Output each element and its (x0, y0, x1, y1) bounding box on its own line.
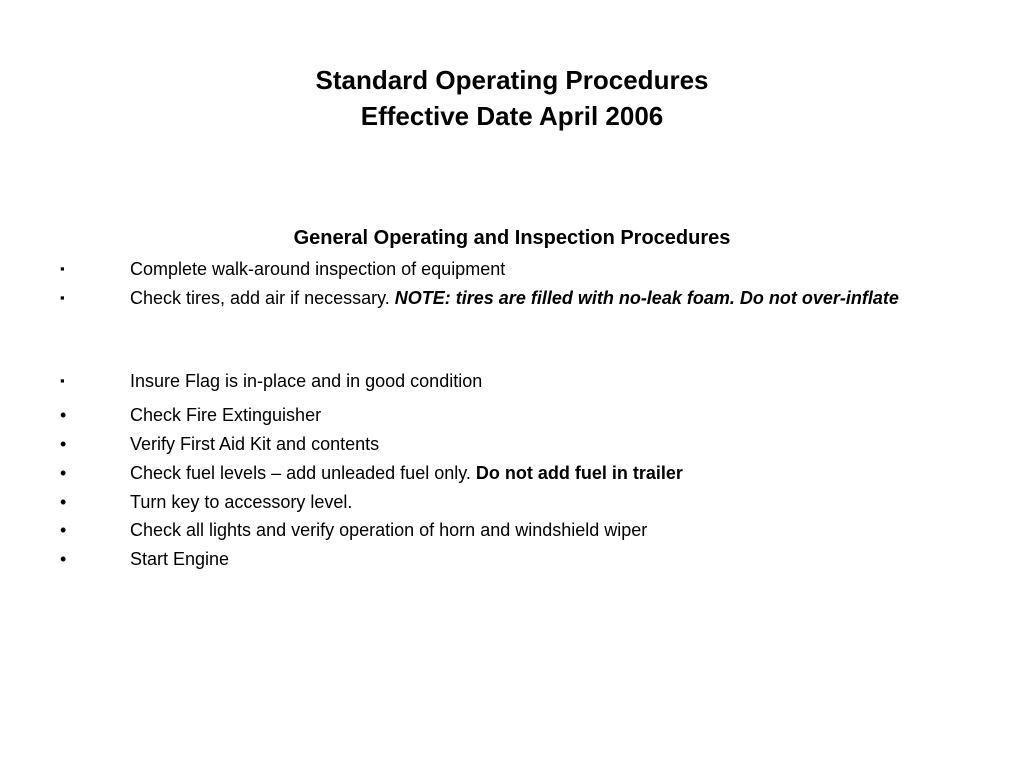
round-bullet-icon: • (60, 549, 67, 569)
round-bullet-icon: • (60, 492, 67, 512)
list-item-plain-text: Check tires, add air if necessary. (130, 288, 395, 308)
list-item-text: Insure Flag is in-place and in good condition (130, 371, 483, 391)
title-line-1: Standard Operating Procedures (315, 65, 709, 95)
fuel-warning: Do not add fuel in trailer (475, 463, 683, 483)
page-title (0, 62, 1024, 134)
round-bullet-icon: • (60, 405, 67, 425)
round-bullet-icon: • (60, 520, 67, 540)
tire-note: NOTE: tires are filled with no-leak foam. Do not over-inflate (394, 288, 899, 308)
list-item-text: Start Engine (130, 549, 230, 569)
list-item-text: Verify First Aid Kit and contents (130, 434, 380, 454)
title-line-2: Effective Date April 2006 (360, 101, 664, 131)
square-bullet-icon: ▪ (60, 373, 65, 388)
section-heading: General Operating and Inspection Procedures (293, 227, 731, 249)
square-bullet-icon: ▪ (60, 290, 65, 305)
round-bullet-icon: • (60, 463, 67, 483)
square-bullet-icon: ▪ (60, 261, 65, 276)
list-item-text (130, 286, 950, 310)
list-item-text: Check all lights and verify operation of horn and windshield wiper (130, 520, 648, 540)
list-item-text (130, 461, 950, 485)
round-bullet-icon: • (60, 434, 67, 454)
list-item-text: Turn key to accessory level. (130, 492, 353, 512)
list-item-plain-text: Check fuel levels – add unleaded fuel only. (130, 463, 476, 483)
list-item-text: Complete walk-around inspection of equipment (130, 259, 506, 279)
list-item-text: Check Fire Extinguisher (130, 405, 322, 425)
